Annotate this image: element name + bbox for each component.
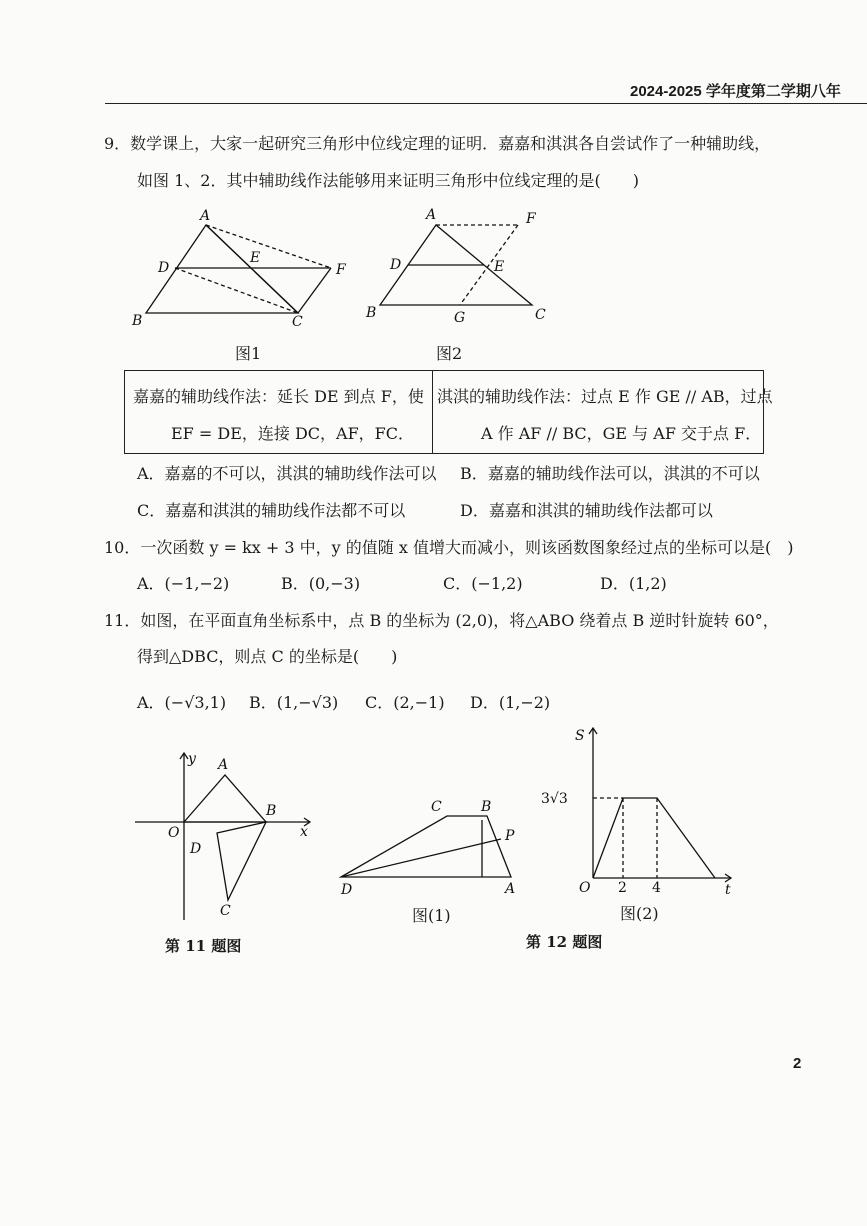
q11-option-c: C．(2,−1) bbox=[365, 693, 445, 712]
q11-label-d: D bbox=[190, 841, 202, 857]
fig2-label-c: C bbox=[535, 307, 546, 323]
q11-label-a: A bbox=[218, 757, 229, 773]
q12-fig1-label-p: P bbox=[505, 828, 515, 844]
fig2-label-b: B bbox=[366, 305, 377, 321]
q11-line1: 11．如图，在平面直角坐标系中，点 B 的坐标为 (2,0)，将△ABO 绕着点 B 逆时针旋转 60°， bbox=[104, 611, 779, 630]
fig1-label-f: F bbox=[336, 262, 346, 278]
q11-option-b: B．(1,−√3) bbox=[249, 693, 339, 712]
fig1-label-b: B bbox=[132, 313, 143, 329]
fig2-label-g: G bbox=[454, 310, 466, 326]
q11-label-o: O bbox=[168, 825, 180, 841]
q12-fig1-label-a: A bbox=[505, 881, 516, 897]
q10-option-b: B．(0,−3) bbox=[281, 574, 361, 593]
q9-line1: 9．数学课上，大家一起研究三角形中位线定理的证明．嘉嘉和淇淇各自尝试作了一种辅助线， bbox=[104, 134, 771, 153]
fig2-label-a: A bbox=[426, 207, 437, 223]
q9-fig1-caption: 图1 bbox=[235, 344, 262, 363]
q9-box-left-line2: EF = DE，连接 DC，AF，FC． bbox=[171, 424, 415, 443]
q9-figure-2 bbox=[360, 205, 560, 335]
q12-fig2-label-o: O bbox=[579, 880, 591, 896]
q10-option-a: A．(−1,−2) bbox=[137, 574, 230, 593]
q11-label-x: x bbox=[300, 824, 308, 840]
q12-fig2-label-s: S bbox=[575, 728, 585, 744]
q9-box-right-line2: A 作 AF // BC，GE 与 AF 交于点 F． bbox=[481, 424, 762, 443]
fig1-label-e: E bbox=[250, 250, 261, 266]
fig1-label-d: D bbox=[158, 260, 170, 276]
fig2-label-e: E bbox=[494, 259, 505, 275]
fig1-label-a: A bbox=[200, 208, 211, 224]
q9-option-a: A．嘉嘉的不可以，淇淇的辅助线作法可以 bbox=[137, 464, 437, 483]
q12-fig1-label-d: D bbox=[341, 882, 353, 898]
q12-fig2-label-2: 2 bbox=[618, 880, 627, 896]
q11-option-a: A．(−√3,1) bbox=[137, 693, 227, 712]
header-rule bbox=[105, 103, 867, 104]
fig2-label-d: D bbox=[390, 257, 402, 273]
q9-option-d: D．嘉嘉和淇淇的辅助线作法都可以 bbox=[460, 501, 713, 520]
q12-fig2-label-4: 4 bbox=[652, 880, 661, 896]
q11-line2: 得到△DBC，则点 C 的坐标是( ) bbox=[137, 647, 398, 666]
q9-fig2-caption: 图2 bbox=[436, 344, 463, 363]
q10-option-d: D．(1,2) bbox=[600, 574, 667, 593]
q9-option-b: B．嘉嘉的辅助线作法可以，淇淇的不可以 bbox=[460, 464, 760, 483]
q9-option-c: C．嘉嘉和淇淇的辅助线作法都不可以 bbox=[137, 501, 406, 520]
q10-line1: 10．一次函数 y = kx + 3 中，y 的值随 x 值增大而减小，则该函数图象经过点的坐标可以是( ) bbox=[104, 538, 794, 557]
q10-option-c: C．(−1,2) bbox=[443, 574, 523, 593]
q12-fig2-label-3sqrt3: 3√3 bbox=[541, 791, 568, 807]
q12-fig-caption: 第 12 题图 bbox=[526, 933, 603, 951]
q11-figure bbox=[130, 745, 330, 925]
q11-label-c: C bbox=[220, 903, 231, 919]
q9-line2: 如图 1、2．其中辅助线作法能够用来证明三角形中位线定理的是( ) bbox=[137, 171, 639, 190]
q9-box-left-line1: 嘉嘉的辅助线作法：延长 DE 到点 F，使 bbox=[133, 387, 424, 406]
page-number: 2 bbox=[793, 1055, 802, 1072]
q9-method-box-divider bbox=[432, 370, 433, 454]
q12-figure-1 bbox=[335, 790, 535, 900]
q12-fig2-caption: 图(2) bbox=[620, 904, 659, 923]
q12-figure-2 bbox=[535, 720, 745, 900]
q12-fig1-caption: 图(1) bbox=[412, 906, 451, 925]
q12-fig1-label-c: C bbox=[431, 799, 442, 815]
q11-label-b: B bbox=[266, 803, 277, 819]
q12-fig2-label-t: t bbox=[725, 882, 731, 898]
page-header-title: 2024-2025 学年度第二学期八年 bbox=[630, 83, 841, 100]
q9-box-right-line1: 淇淇的辅助线作法：过点 E 作 GE // AB，过点 bbox=[437, 387, 773, 406]
q11-option-d: D．(1,−2) bbox=[470, 693, 551, 712]
fig1-label-c: C bbox=[292, 314, 303, 330]
q11-label-y: y bbox=[188, 751, 196, 767]
q9-figure-1 bbox=[120, 205, 360, 335]
fig2-label-f: F bbox=[526, 211, 536, 227]
q11-fig-caption: 第 11 题图 bbox=[165, 937, 242, 955]
q12-fig1-label-b: B bbox=[481, 799, 492, 815]
